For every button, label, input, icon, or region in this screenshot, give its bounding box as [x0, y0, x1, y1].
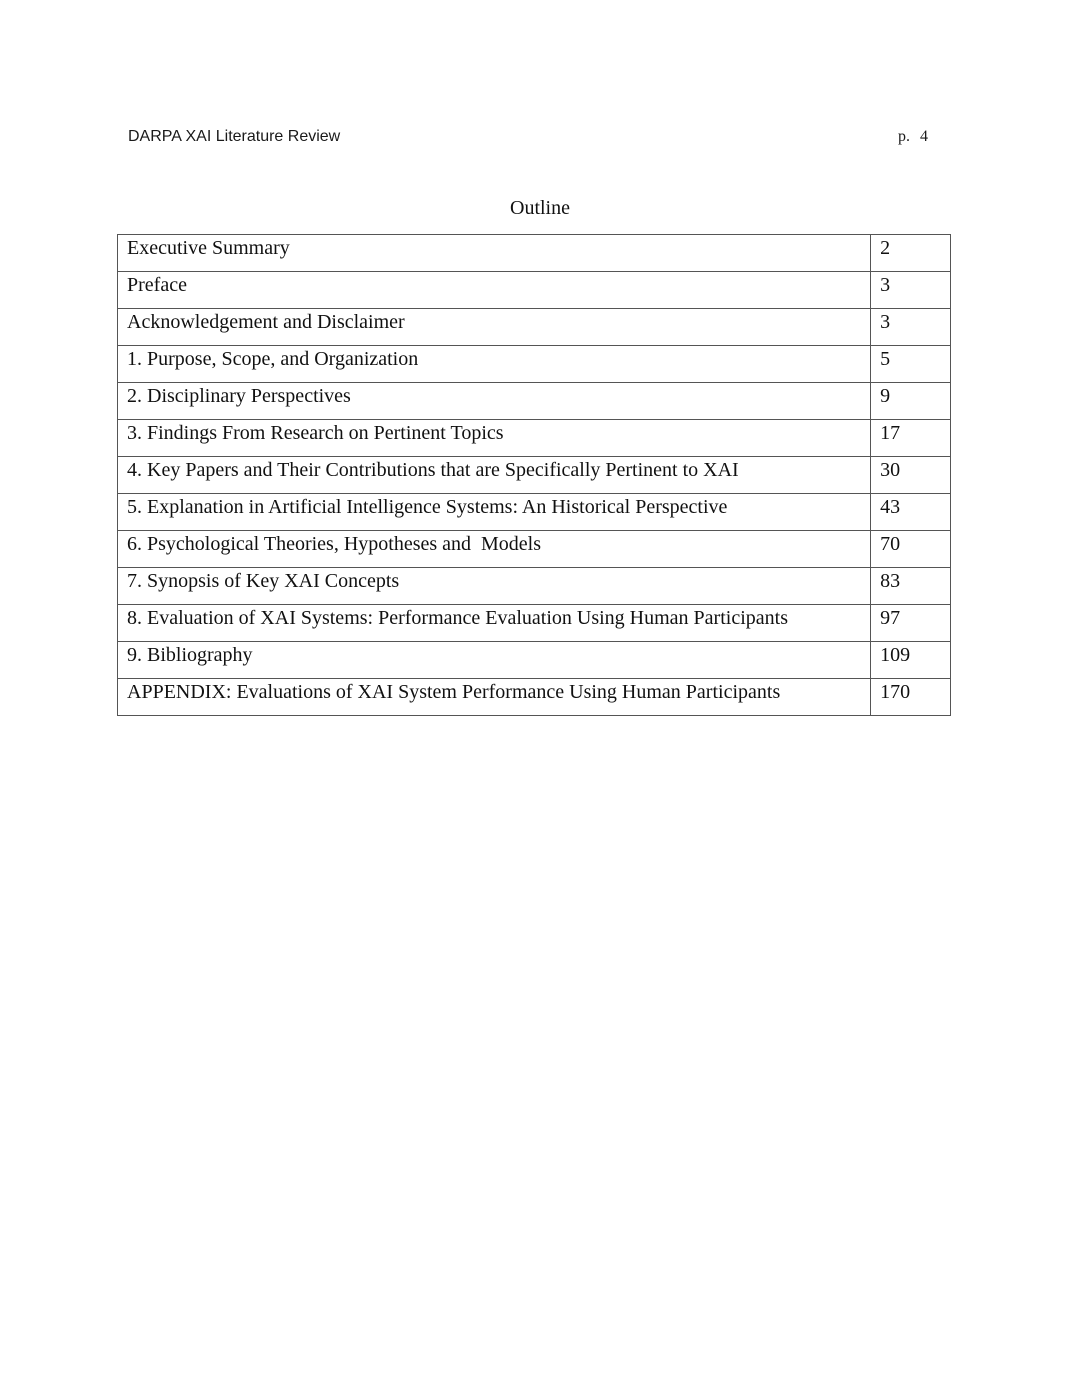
entry-page: 43	[871, 494, 951, 531]
entry-page: 109	[871, 642, 951, 679]
table-row	[118, 679, 951, 716]
entry-title: 3. Findings From Research on Pertinent Topics	[118, 420, 871, 457]
table-row	[118, 531, 951, 568]
entry-title: Executive Summary	[118, 235, 871, 272]
table-row	[118, 642, 951, 679]
entry-title: 2. Disciplinary Perspectives	[118, 383, 871, 420]
entry-title: 9. Bibliography	[118, 642, 871, 679]
table-row	[118, 457, 951, 494]
table-row	[118, 383, 951, 420]
entry-page: 9	[871, 383, 951, 420]
page-number-value: 4	[920, 128, 928, 145]
entry-title: Acknowledgement and Disclaimer	[118, 309, 871, 346]
page-number	[898, 128, 928, 146]
entry-title: 6. Psychological Theories, Hypotheses and Models	[118, 531, 871, 568]
entry-title: Preface	[118, 272, 871, 309]
table-row	[118, 309, 951, 346]
table-row	[118, 420, 951, 457]
entry-title: 4. Key Papers and Their Contributions that are Specifically Pertinent to XAI	[118, 457, 871, 494]
entry-title: 5. Explanation in Artificial Intelligence Systems: An Historical Perspective	[118, 494, 871, 531]
table-row	[118, 494, 951, 531]
entry-page: 2	[871, 235, 951, 272]
entry-page: 170	[871, 679, 951, 716]
entry-page: 30	[871, 457, 951, 494]
entry-page: 3	[871, 309, 951, 346]
page-prefix: p.	[898, 128, 910, 145]
outline-heading: Outline	[510, 197, 570, 219]
entry-page: 97	[871, 605, 951, 642]
outline-table	[117, 234, 951, 716]
entry-title: 1. Purpose, Scope, and Organization	[118, 346, 871, 383]
entry-page: 83	[871, 568, 951, 605]
document-title: DARPA XAI Literature Review	[128, 128, 341, 145]
table-row	[118, 346, 951, 383]
table-row	[118, 272, 951, 309]
entry-page: 5	[871, 346, 951, 383]
entry-title: 7. Synopsis of Key XAI Concepts	[118, 568, 871, 605]
entry-title: APPENDIX: Evaluations of XAI System Performance Using Human Participants	[118, 679, 871, 716]
entry-page: 17	[871, 420, 951, 457]
entry-page: 3	[871, 272, 951, 309]
table-row	[118, 568, 951, 605]
entry-page: 70	[871, 531, 951, 568]
entry-title: 8. Evaluation of XAI Systems: Performance Evaluation Using Human Participants	[118, 605, 871, 642]
table-row	[118, 605, 951, 642]
table-row	[118, 235, 951, 272]
